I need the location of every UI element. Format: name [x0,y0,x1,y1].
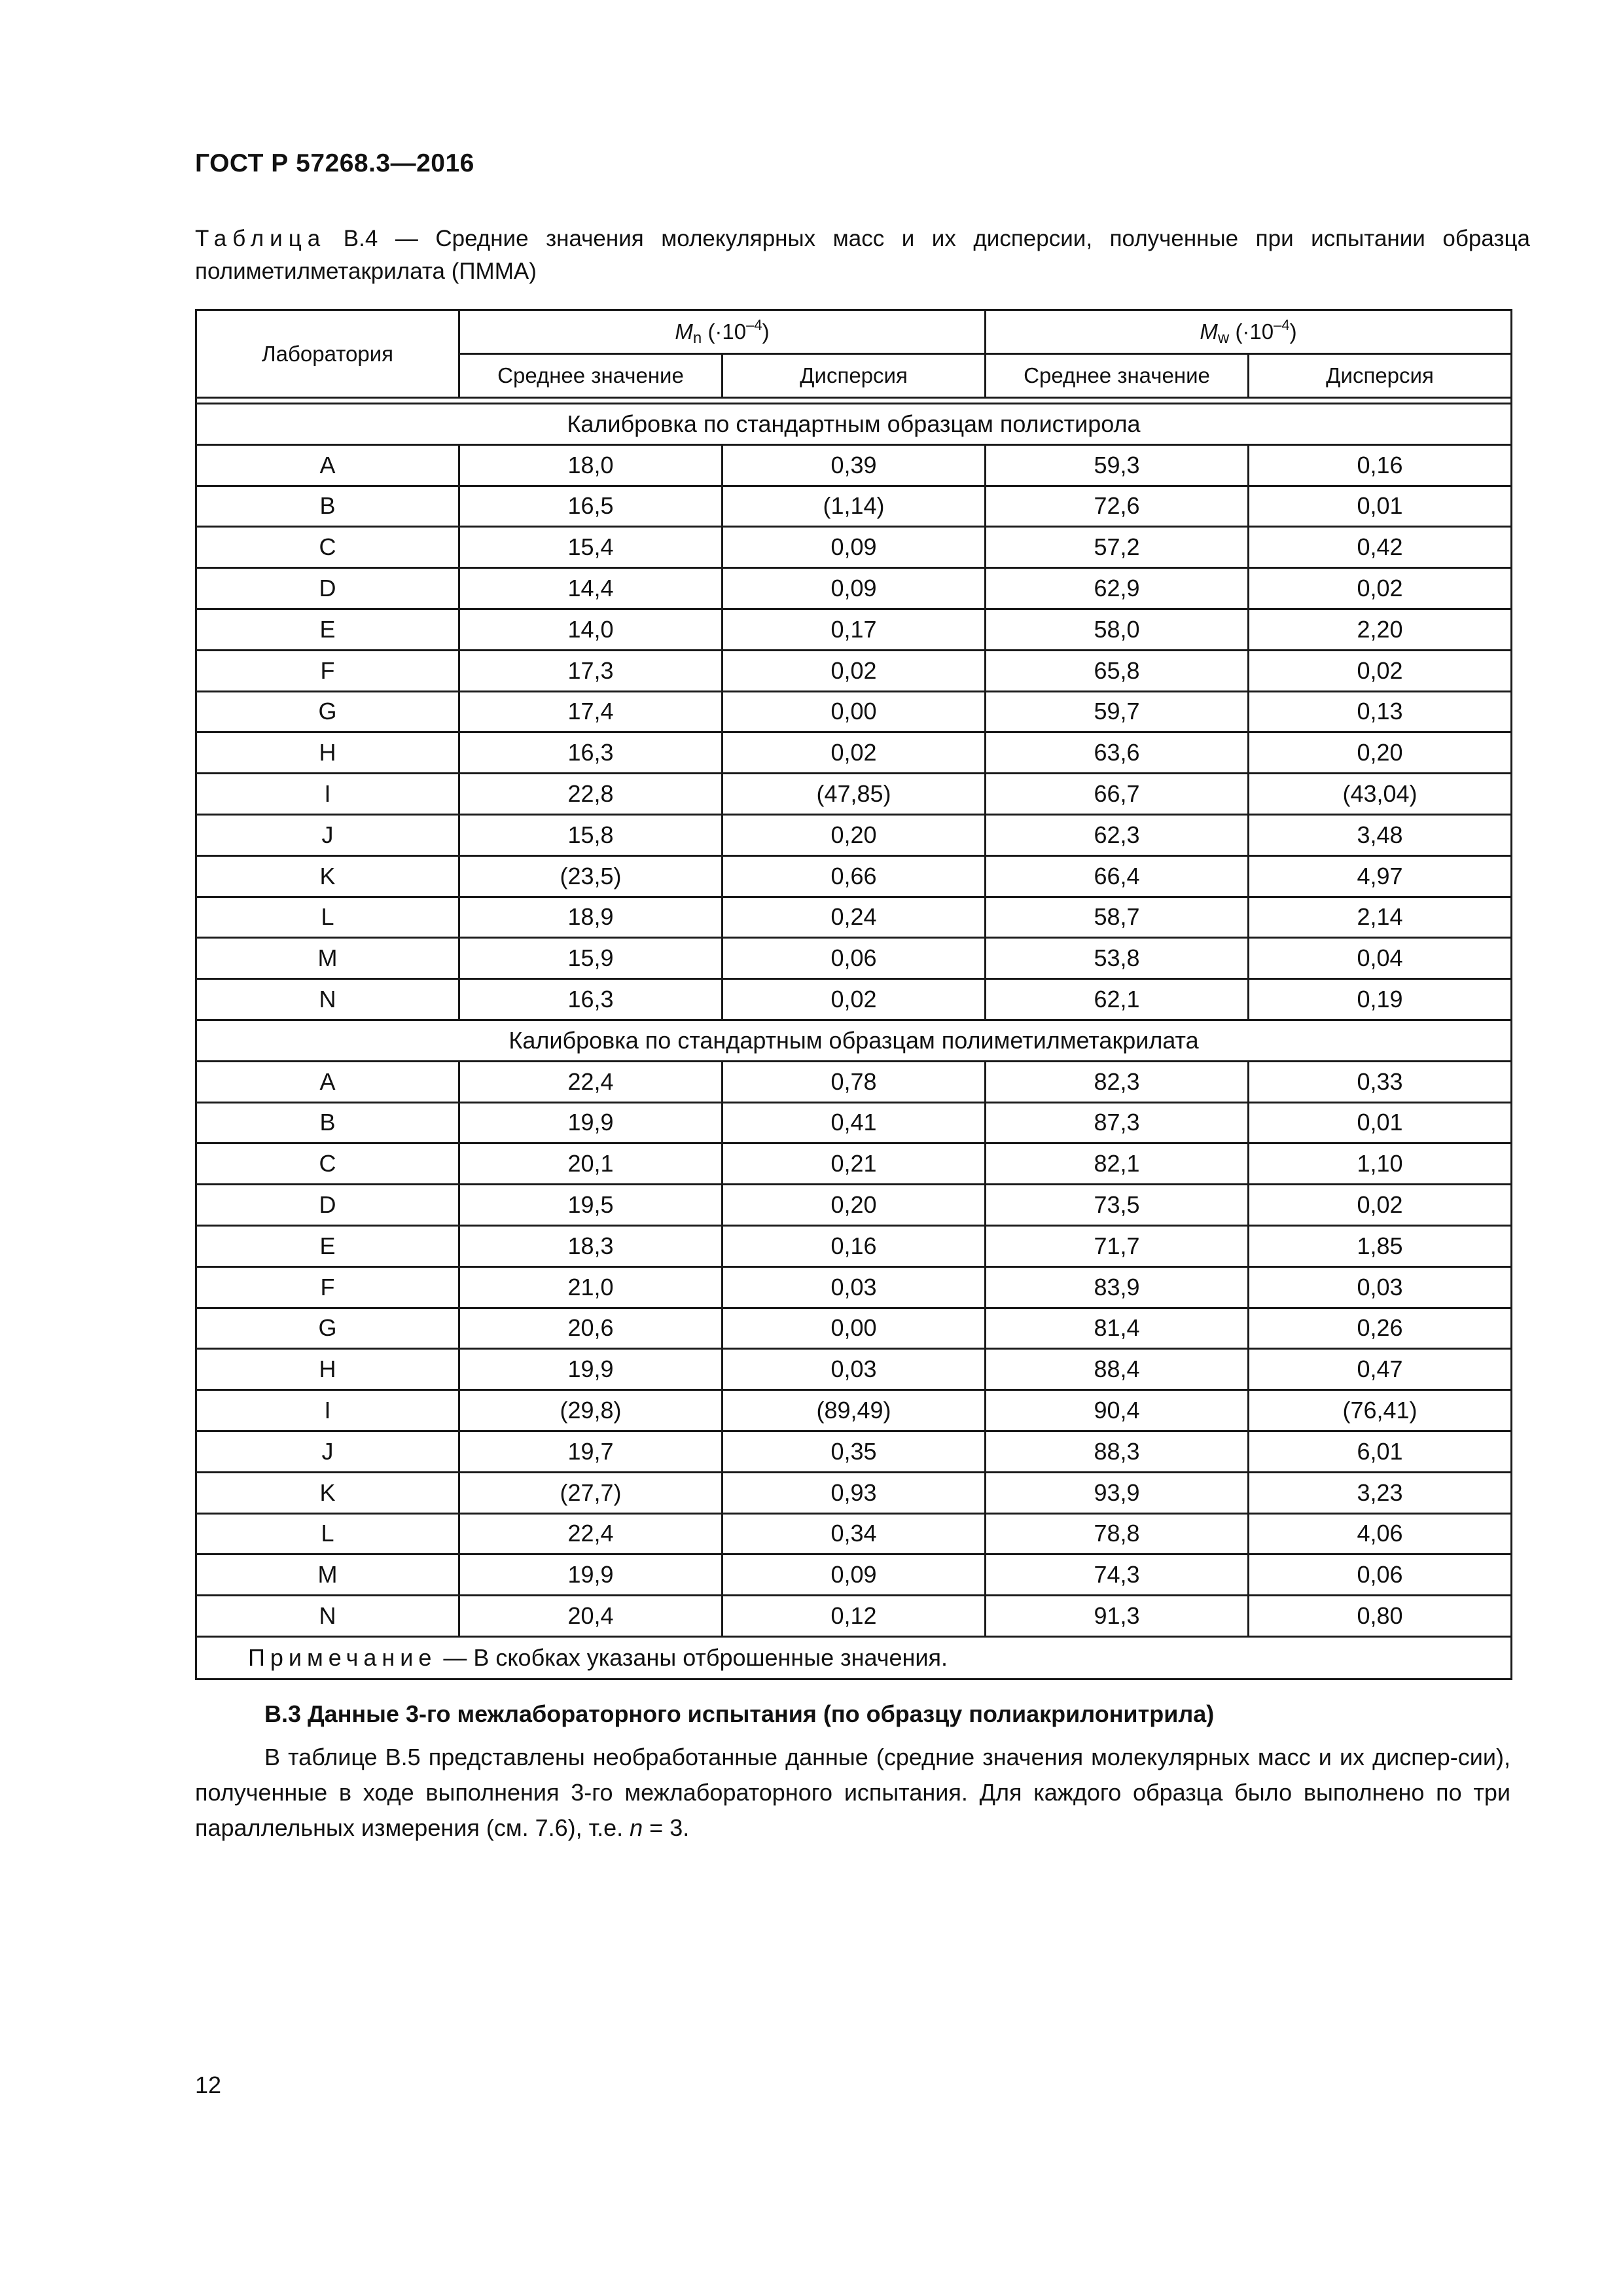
cell-mw-mean: 58,7 [986,897,1249,938]
section-title: Калибровка по стандартным образцам полиметилметакрилата [196,1020,1512,1061]
cell-mn-dispersion: 0,17 [722,609,986,650]
cell-mw-mean: 65,8 [986,650,1249,691]
cell-mw-dispersion: 0,16 [1249,444,1512,486]
cell-mn-mean: 14,0 [459,609,722,650]
cell-laboratory: N [196,979,459,1020]
cell-mn-mean: (23,5) [459,855,722,897]
cell-mn-mean: 20,1 [459,1143,722,1185]
cell-mn-mean: 18,9 [459,897,722,938]
cell-laboratory: M [196,938,459,979]
cell-laboratory: B [196,1102,459,1143]
cell-mn-dispersion: 0,09 [722,527,986,568]
cell-mn-dispersion: 0,21 [722,1143,986,1185]
cell-mw-mean: 74,3 [986,1554,1249,1596]
cell-laboratory: F [196,650,459,691]
table-row [196,444,1512,486]
table-row [196,650,1512,691]
table-body [196,404,1512,1637]
cell-mn-mean: (27,7) [459,1472,722,1513]
table-row [196,1266,1512,1308]
cell-mw-mean: 90,4 [986,1390,1249,1431]
page-number: 12 [195,2072,222,2098]
table-caption-number: В.4 [343,226,378,251]
cell-mn-mean: 22,4 [459,1513,722,1554]
section-row [196,1020,1512,1061]
table-row [196,1225,1512,1266]
cell-laboratory: I [196,1390,459,1431]
cell-mn-mean: 19,9 [459,1349,722,1390]
cell-mn-mean: 22,8 [459,774,722,815]
cell-mn-dispersion: (1,14) [722,486,986,527]
table-row [196,1061,1512,1102]
cell-mw-dispersion: 0,02 [1249,568,1512,609]
column-header-mn-mean: Среднее значение [459,354,722,398]
cell-mw-mean: 82,1 [986,1143,1249,1185]
cell-laboratory: L [196,897,459,938]
cell-laboratory: K [196,1472,459,1513]
cell-mn-dispersion: 0,39 [722,444,986,486]
table-row [196,1308,1512,1349]
table-row [196,1513,1512,1554]
table-caption [195,223,1530,288]
cell-mw-mean: 57,2 [986,527,1249,568]
cell-mn-mean: 16,3 [459,732,722,774]
table-row [196,691,1512,732]
cell-mw-dispersion: 0,02 [1249,650,1512,691]
cell-mn-mean: 17,4 [459,691,722,732]
cell-laboratory: D [196,568,459,609]
cell-mw-mean: 53,8 [986,938,1249,979]
cell-mn-dispersion: 0,03 [722,1349,986,1390]
mw-factor-exponent: –4 [1274,316,1290,333]
cell-laboratory: G [196,691,459,732]
cell-mn-dispersion: (89,49) [722,1390,986,1431]
table-row [196,1431,1512,1472]
cell-mw-mean: 59,7 [986,691,1249,732]
cell-laboratory: H [196,732,459,774]
header-gap [196,398,1512,404]
table-note [196,1636,1512,1679]
cell-laboratory: L [196,1513,459,1554]
cell-mn-dispersion: 0,00 [722,691,986,732]
cell-mw-dispersion: 0,19 [1249,979,1512,1020]
cell-mw-dispersion: 0,01 [1249,1102,1512,1143]
mw-factor-open: (·10 [1235,319,1274,344]
document-standard-code: ГОСТ Р 57268.3—2016 [195,149,474,177]
cell-mn-dispersion: 0,16 [722,1225,986,1266]
cell-mw-mean: 81,4 [986,1308,1249,1349]
cell-mn-mean: 16,5 [459,486,722,527]
table-row [196,855,1512,897]
cell-mw-mean: 73,5 [986,1185,1249,1226]
table-row [196,1102,1512,1143]
cell-mw-dispersion: 0,01 [1249,486,1512,527]
mn-factor-close: ) [762,319,770,344]
cell-mn-dispersion: 0,93 [722,1472,986,1513]
table-row [196,1596,1512,1637]
cell-mw-dispersion: 0,47 [1249,1349,1512,1390]
table-row [196,568,1512,609]
cell-mw-dispersion: 0,02 [1249,1185,1512,1226]
cell-mw-dispersion: 0,26 [1249,1308,1512,1349]
cell-laboratory: A [196,1061,459,1102]
table-row [196,1390,1512,1431]
cell-mw-dispersion: 6,01 [1249,1431,1512,1472]
table-row [196,1143,1512,1185]
mw-subscript: w [1217,329,1230,347]
mn-factor-exponent: –4 [746,316,762,333]
cell-mn-dispersion: 0,12 [722,1596,986,1637]
cell-mw-mean: 62,9 [986,568,1249,609]
table-row [196,1349,1512,1390]
mn-symbol: M [675,319,693,344]
cell-mw-mean: 66,7 [986,774,1249,815]
cell-mw-dispersion: 0,13 [1249,691,1512,732]
table-caption-text: — Средние значения молекулярных масс и их дисперсии, полученные при испытании образца полиметилметакрилата (ПММА) [195,226,1530,284]
cell-mw-mean: 66,4 [986,855,1249,897]
section-row [196,404,1512,445]
cell-mw-dispersion: 0,03 [1249,1266,1512,1308]
cell-mw-mean: 82,3 [986,1061,1249,1102]
cell-mw-dispersion: 0,42 [1249,527,1512,568]
cell-mn-mean: 17,3 [459,650,722,691]
mn-factor-open: (·10 [707,319,747,344]
cell-mn-dispersion: 0,09 [722,568,986,609]
column-header-mn-dispersion: Дисперсия [722,354,986,398]
cell-laboratory: J [196,814,459,855]
table-row [196,609,1512,650]
cell-mw-mean: 87,3 [986,1102,1249,1143]
molecular-mass-table [195,309,1512,1680]
cell-mn-mean: 19,7 [459,1431,722,1472]
cell-mn-mean: 15,8 [459,814,722,855]
cell-mn-dispersion: 0,00 [722,1308,986,1349]
cell-mw-mean: 88,3 [986,1431,1249,1472]
section-title: Калибровка по стандартным образцам полистирола [196,404,1512,445]
section-heading: В.3 Данные 3-го межлабораторного испытания (по образцу полиакрилонитрила) [264,1700,1215,1727]
cell-mn-dispersion: 0,20 [722,814,986,855]
cell-mn-mean: 19,9 [459,1554,722,1596]
cell-laboratory: K [196,855,459,897]
cell-mn-mean: 18,0 [459,444,722,486]
cell-mn-dispersion: 0,06 [722,938,986,979]
cell-mw-dispersion: 0,04 [1249,938,1512,979]
cell-mw-mean: 72,6 [986,486,1249,527]
cell-mw-dispersion: (76,41) [1249,1390,1512,1431]
table-row [196,732,1512,774]
table-row [196,1472,1512,1513]
cell-mn-dispersion: 0,20 [722,1185,986,1226]
table-row [196,814,1512,855]
cell-mw-mean: 71,7 [986,1225,1249,1266]
cell-mw-mean: 62,1 [986,979,1249,1020]
cell-mw-dispersion: 2,20 [1249,609,1512,650]
cell-mw-dispersion: 1,85 [1249,1225,1512,1266]
column-header-mw [986,310,1512,354]
cell-mw-dispersion: 3,23 [1249,1472,1512,1513]
table-caption-label: Таблица [195,226,327,251]
cell-mn-mean: 18,3 [459,1225,722,1266]
cell-mw-mean: 91,3 [986,1596,1249,1637]
cell-mn-mean: 22,4 [459,1061,722,1102]
cell-laboratory: B [196,486,459,527]
cell-mn-mean: 21,0 [459,1266,722,1308]
cell-mn-dispersion: 0,66 [722,855,986,897]
cell-laboratory: E [196,1225,459,1266]
cell-mn-dispersion: 0,03 [722,1266,986,1308]
cell-mw-mean: 58,0 [986,609,1249,650]
cell-laboratory: E [196,609,459,650]
mn-subscript: n [692,329,702,347]
cell-laboratory: A [196,444,459,486]
cell-mn-dispersion: 0,34 [722,1513,986,1554]
cell-mw-dispersion: 0,80 [1249,1596,1512,1637]
table-note-label: Примечание [248,1643,437,1671]
cell-mn-mean: 20,4 [459,1596,722,1637]
paragraph-text: В таблице В.5 представлены необработанные данные (средние значения молекулярных масс и их диспер-сии), полученные в ходе выполнения 3-го межлабораторного испытания. Для каждого образца было выполнено по три параллельных измерения (см. 7.6), т.е. [195,1744,1510,1841]
cell-laboratory: G [196,1308,459,1349]
cell-mn-mean: (29,8) [459,1390,722,1431]
cell-mw-dispersion: 1,10 [1249,1143,1512,1185]
cell-mn-mean: 19,5 [459,1185,722,1226]
cell-mw-dispersion: (43,04) [1249,774,1512,815]
cell-mn-mean: 16,3 [459,979,722,1020]
cell-laboratory: C [196,1143,459,1185]
cell-mn-dispersion: 0,24 [722,897,986,938]
cell-laboratory: N [196,1596,459,1637]
table-row [196,1554,1512,1596]
cell-laboratory: I [196,774,459,815]
cell-mn-mean: 15,9 [459,938,722,979]
table-row [196,897,1512,938]
cell-mw-dispersion: 3,48 [1249,814,1512,855]
column-header-mn [459,310,986,354]
cell-laboratory: F [196,1266,459,1308]
cell-laboratory: J [196,1431,459,1472]
cell-mn-dispersion: (47,85) [722,774,986,815]
column-header-laboratory: Лаборатория [196,310,459,398]
cell-mw-dispersion: 2,14 [1249,897,1512,938]
cell-mn-mean: 19,9 [459,1102,722,1143]
cell-mn-mean: 20,6 [459,1308,722,1349]
table-row [196,486,1512,527]
cell-laboratory: C [196,527,459,568]
cell-mw-mean: 78,8 [986,1513,1249,1554]
cell-mn-dispersion: 0,09 [722,1554,986,1596]
cell-mn-dispersion: 0,41 [722,1102,986,1143]
cell-mn-mean: 15,4 [459,527,722,568]
cell-mw-dispersion: 4,06 [1249,1513,1512,1554]
table-row [196,527,1512,568]
cell-mn-dispersion: 0,02 [722,979,986,1020]
mw-factor-close: ) [1289,319,1297,344]
column-header-mw-dispersion: Дисперсия [1249,354,1512,398]
cell-mw-mean: 62,3 [986,814,1249,855]
column-header-mw-mean: Среднее значение [986,354,1249,398]
cell-mw-dispersion: 0,33 [1249,1061,1512,1102]
cell-mn-dispersion: 0,35 [722,1431,986,1472]
cell-laboratory: D [196,1185,459,1226]
cell-mw-mean: 88,4 [986,1349,1249,1390]
table-row [196,1185,1512,1226]
cell-mw-mean: 63,6 [986,732,1249,774]
cell-mn-dispersion: 0,78 [722,1061,986,1102]
cell-mw-mean: 83,9 [986,1266,1249,1308]
cell-mw-mean: 59,3 [986,444,1249,486]
cell-mw-dispersion: 0,06 [1249,1554,1512,1596]
table-row [196,938,1512,979]
table-row [196,774,1512,815]
cell-laboratory: M [196,1554,459,1596]
cell-mn-dispersion: 0,02 [722,650,986,691]
cell-mn-mean: 14,4 [459,568,722,609]
mw-symbol: M [1200,319,1218,344]
paragraph-text-end: = 3. [643,1814,690,1841]
body-paragraph [195,1740,1510,1846]
cell-laboratory: H [196,1349,459,1390]
cell-mn-dispersion: 0,02 [722,732,986,774]
table-note-text: — В скобках указаны отброшенные значения. [437,1643,948,1671]
table-row [196,979,1512,1020]
paragraph-variable-n: n [630,1814,643,1841]
cell-mw-dispersion: 4,97 [1249,855,1512,897]
cell-mw-mean: 93,9 [986,1472,1249,1513]
cell-mw-dispersion: 0,20 [1249,732,1512,774]
